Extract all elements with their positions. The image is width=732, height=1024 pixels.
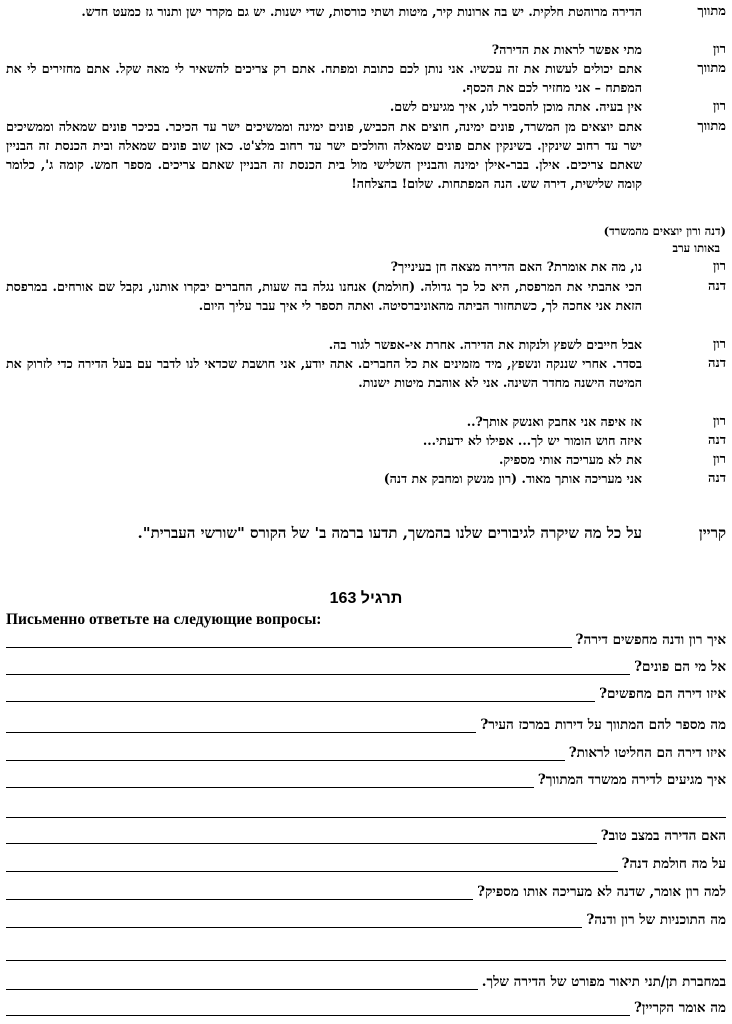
dialogue-line xyxy=(6,335,728,354)
speaker-name: דנה xyxy=(708,356,726,371)
question-line[interactable] xyxy=(6,632,726,652)
dialogue-line xyxy=(6,117,728,223)
dialogue-line xyxy=(6,277,728,335)
answer-line[interactable] xyxy=(6,1015,726,1016)
speaker-name: רון xyxy=(712,452,726,467)
speech-text: אתם יכולים לעשות את זה עכשיו. אני נותן לכם כתובת ומפתח. אתם רק צריכים להשאיר לי מאה שקל. אתם מחזירים לי את המפתח – אני מחזיר לכם את הכסף. xyxy=(6,61,642,95)
dialogue-line xyxy=(6,412,728,431)
narrator-block xyxy=(6,522,728,568)
speech-text: אז איפה אני אחבק ואנשק אותך?.. xyxy=(466,414,642,429)
question-text: במחברת תן/תני תיאור מפורט של הדירה שלך. xyxy=(478,974,726,990)
question-text: איזו דירה הם מחפשים? xyxy=(595,686,726,702)
question-text: מה מספר להם המתווך על דירות במרכז העיר? xyxy=(476,717,726,733)
question-line[interactable] xyxy=(6,974,726,994)
question-text: על מה חולמת דנה? xyxy=(618,856,726,872)
speech-text: איזה חוש הומור יש לך... אפילו לא ידעתי... xyxy=(422,433,642,448)
dialogue-line xyxy=(6,2,728,40)
question-text: אל מי הם פונים? xyxy=(630,659,726,675)
exercise-instruction: Письменно ответьте на следующие вопросы: xyxy=(6,611,322,628)
speaker-name: מתווך xyxy=(697,4,726,19)
speaker-name: דנה xyxy=(708,433,726,448)
question-line[interactable] xyxy=(6,828,726,848)
question-line[interactable] xyxy=(6,856,726,876)
question-line[interactable] xyxy=(6,912,726,932)
speaker-name: מתווך xyxy=(697,119,726,134)
speaker-name: רון xyxy=(712,42,726,57)
dialogue-section xyxy=(6,2,728,488)
dialogue-line xyxy=(6,469,728,488)
dialogue-line xyxy=(6,257,728,277)
speaker-name: רון xyxy=(712,259,726,274)
speech-text: הדירה מרוהטת חלקית. יש בה ארונות קיר, מיטות ושתי כורסות, שדי ישנות. יש גם מקרר ישן ותנור גז כמעט חדש. xyxy=(81,4,642,19)
dialogue-line xyxy=(6,450,728,469)
question-text: איך מגיעים לדירה ממשרד המתווך? xyxy=(534,772,726,788)
question-line[interactable] xyxy=(6,686,726,706)
question-text: למה רון אומר, שדנה לא מעריכה אותו מספיק? xyxy=(473,884,726,900)
scene-time: באותו ערב xyxy=(672,241,720,255)
speech-text: נו, מה את אומרת? האם הדירה מצאה חן בעינייך? xyxy=(390,259,642,274)
question-text: איזו דירה הם החליטו לראות? xyxy=(565,745,726,761)
question-text: איך רון ודנה מחפשים דירה? xyxy=(572,632,726,648)
stage-direction: (דנה ורון יוצאים מהמשרד) xyxy=(603,224,726,238)
question-line[interactable] xyxy=(6,717,726,737)
speaker-name: רון xyxy=(712,414,726,429)
speaker-name: דנה xyxy=(708,279,726,294)
dialogue-line xyxy=(6,97,728,117)
question-line[interactable] xyxy=(6,659,726,679)
speech-text: אתם יוצאים מן המשרד, פונים ימינה, חוצים את הכביש, פונים ימינה וממשיכים ישר עד הכיכר. בכיכר פונים שמאלה וממשיכים ישר עד רחוב שינקין. בשינקין אתם פונים שמאלה והולכים ישר עד רחוב מלצ'ט. כאן שוב פונים שמאלה ובית הכנסת זה הבניין שאתם צריכים. אילן. בבר-אילן ימינה והבניין השלישי מול בית הכנסת זה הבניין שאתם צריכים. מספר חמש. קומה ג', כלומר קומה שלישית, דירה שש. הנה המפתחות. שלום! בהצלחה! xyxy=(6,119,642,191)
speech-text: אין בעיה. אתה מוכן להסביר לנו, איך מגיעים לשם. xyxy=(389,99,642,114)
speaker-name: מתווך xyxy=(697,61,726,76)
question-text: האם הדירה במצב טוב? xyxy=(597,828,726,844)
speech-text: את לא מעריכה אותי מספיק. xyxy=(499,452,642,467)
question-text: מה התוכניות של רון ודנה? xyxy=(582,912,726,928)
speech-text: אבל חייבים לשפץ ולנקות את הדירה. אחרת אי-אפשר לגור בה. xyxy=(328,337,642,352)
narrator-text: על כל מה שיקרה לגיבורים שלנו בהמשך, תדעו ברמה ב' של הקורס "שורשי העברית". xyxy=(137,524,642,542)
question-line[interactable] xyxy=(6,1000,726,1020)
dialogue-line xyxy=(6,522,728,568)
speaker-name: רון xyxy=(712,99,726,114)
speaker-name: רון xyxy=(712,337,726,352)
dialogue-line xyxy=(6,59,728,97)
extra-answer-line[interactable] xyxy=(6,960,726,961)
question-line[interactable] xyxy=(6,884,726,904)
speech-text: אני מעריכה אותך מאוד. (רון מנשק ומחבק את דנה) xyxy=(383,471,642,486)
speech-text: מתי אפשר לראות את הדירה? xyxy=(491,42,642,57)
speech-text: בסדר. אחרי שננקה ונשפץ, מיד מזמינים את כל החברים. אתה יודע, אני חושבת שכדאי לנו לדבר עם בעל הדירה כדי לזרוק את המיטה הישנה מחדר השינה. אני לא אוהבת מיטות ישנות. xyxy=(6,356,642,390)
speaker-name: קריין xyxy=(698,524,726,542)
dialogue-line xyxy=(6,40,728,59)
question-text: מה אומר הקריין? xyxy=(630,1000,726,1016)
question-line[interactable] xyxy=(6,772,726,792)
dialogue-line xyxy=(6,354,728,412)
extra-answer-line[interactable] xyxy=(6,817,726,818)
question-line[interactable] xyxy=(6,745,726,765)
exercise-title: תרגיל 163 xyxy=(329,590,403,607)
dialogue-line xyxy=(6,431,728,450)
speaker-name: דנה xyxy=(708,471,726,486)
speech-text: הכי אהבתי את המרפסת, היא כל כך גדולה. (חולמת) אנחנו נגלה בה שעות, החברים יבקרו אותנו, נקבל שם אורחים. במרפסת הזאת אני אחכה לך, כשתחזור הביתה מהאוניברסיטה. ואתה תספר לי איך עבר עליך היום. xyxy=(6,279,642,313)
answer-line[interactable] xyxy=(6,674,726,675)
